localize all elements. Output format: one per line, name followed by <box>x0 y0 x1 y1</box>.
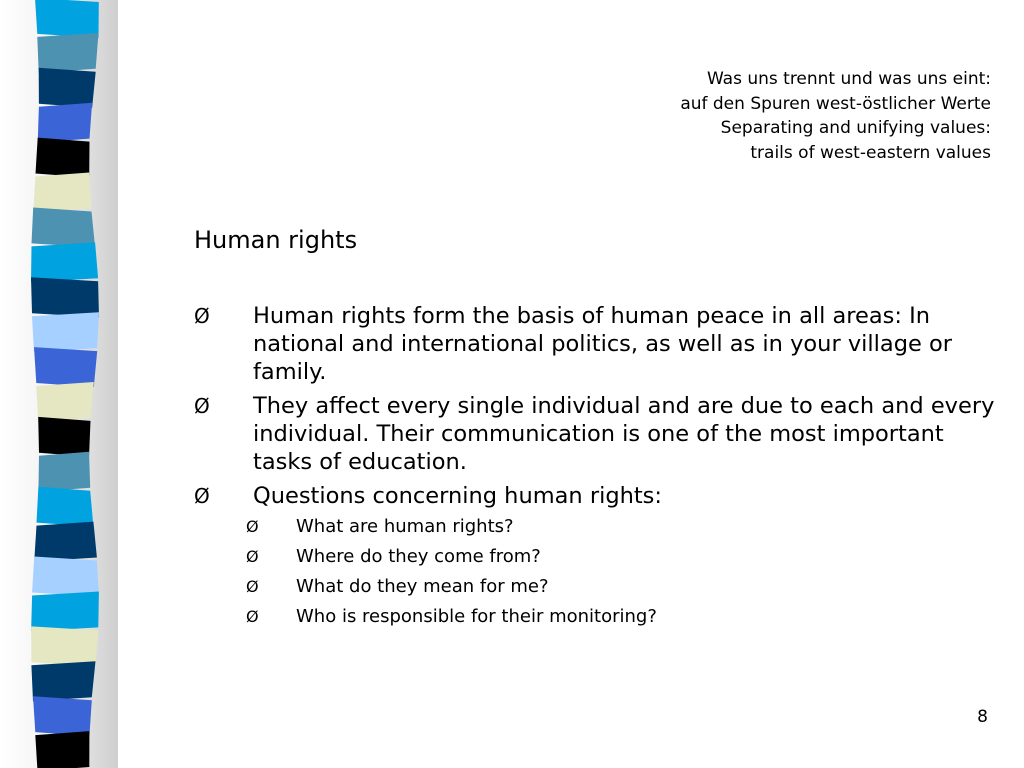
strip-tile <box>31 242 98 282</box>
arrow-bullet-icon: Ø <box>246 547 259 566</box>
header-line-4: trails of west-eastern values <box>750 142 991 163</box>
sub-bullet-item <box>190 546 1000 568</box>
strip-tile <box>31 592 99 632</box>
arrow-bullet-icon: Ø <box>194 394 210 418</box>
strip-tile <box>33 696 92 736</box>
strip-tile <box>35 731 89 768</box>
strip-tile <box>32 208 96 248</box>
strip-tile <box>33 173 91 213</box>
strip-tile <box>34 522 97 562</box>
page-number: 8 <box>977 707 988 727</box>
bullet-text: Human rights form the basis of human peace in all areas: In national and international politics, as well as in your village or family. <box>253 303 952 385</box>
slide-header <box>680 67 991 165</box>
header-line-2: auf den Spuren west-östlicher Werte <box>680 93 991 114</box>
bullet-item <box>190 302 1000 386</box>
sub-bullet-item <box>190 576 1000 598</box>
bullet-item <box>190 482 1000 510</box>
bullet-text: Questions concerning human rights: <box>253 483 662 509</box>
arrow-bullet-icon: Ø <box>194 304 210 328</box>
strip-tile <box>31 661 95 701</box>
strip-tile <box>37 487 94 527</box>
arrow-bullet-icon: Ø <box>246 577 259 596</box>
sub-bullet-item <box>190 516 1000 538</box>
strip-tile <box>38 103 92 143</box>
strip-tile <box>38 417 90 457</box>
sub-bullet-text: What do they mean for me? <box>296 576 549 597</box>
arrow-bullet-icon: Ø <box>246 607 259 626</box>
arrow-bullet-icon: Ø <box>194 484 210 508</box>
bullet-item <box>190 392 1000 476</box>
header-line-3: Separating and unifying values: <box>720 118 991 138</box>
strip-tile <box>32 312 99 352</box>
arrow-bullet-icon: Ø <box>246 517 259 536</box>
strip-tile <box>37 33 98 73</box>
strip-tile <box>34 347 97 387</box>
strip-tile <box>32 557 99 597</box>
sub-bullet-item <box>190 606 1000 628</box>
sub-bullet-text: Where do they come from? <box>296 546 541 567</box>
strip-tile <box>36 138 90 178</box>
strip-tile <box>38 452 90 492</box>
slide-title: Human rights <box>194 226 358 254</box>
header-line-1: Was uns trennt und was uns eint: <box>706 69 991 89</box>
strip-tile <box>31 277 99 317</box>
bullet-list <box>190 302 1000 636</box>
bullet-text: They affect every single individual and are due to each and every individual. Their communication is one of the most important tasks of education. <box>253 393 995 475</box>
decorative-color-strip <box>0 0 118 768</box>
strip-tile <box>31 626 98 666</box>
strip-tile <box>36 382 94 422</box>
strip-tile <box>39 68 96 108</box>
sub-bullet-text: What are human rights? <box>296 516 514 537</box>
strip-tile <box>35 0 99 38</box>
sub-bullet-text: Who is responsible for their monitoring? <box>296 606 657 627</box>
